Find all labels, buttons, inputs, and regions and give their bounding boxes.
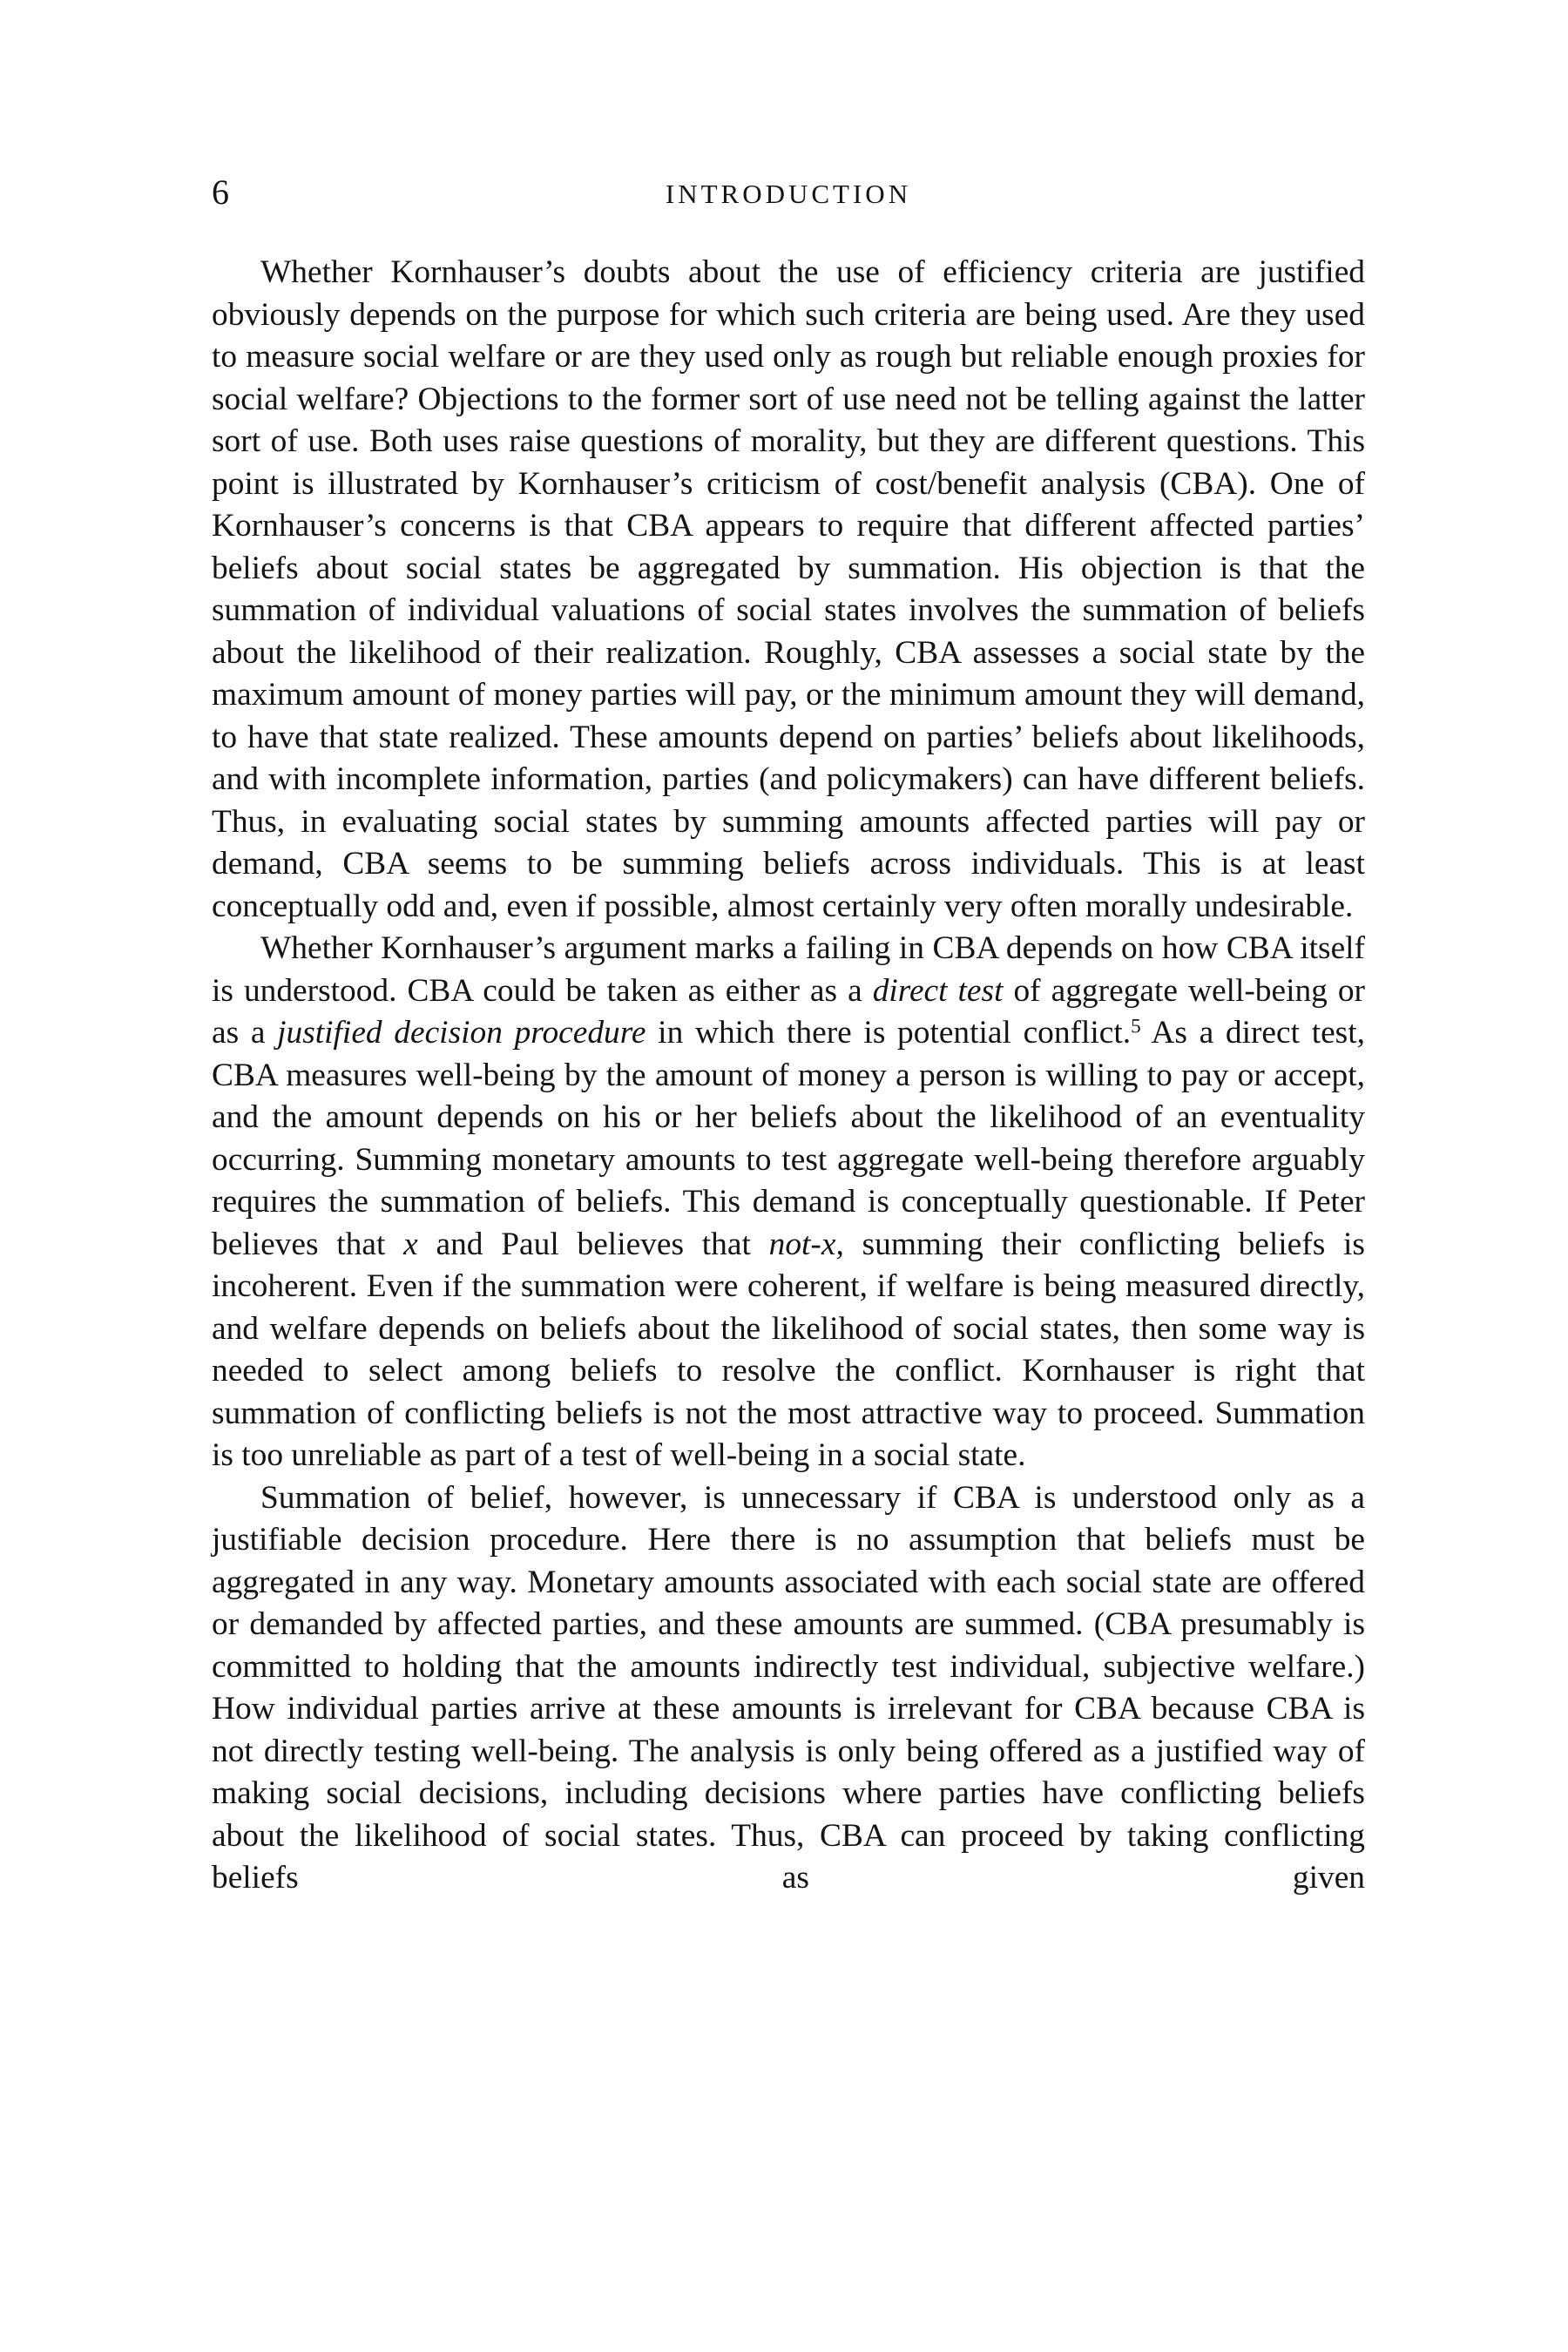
text-run: in which there is potential conflict.: [645, 1015, 1132, 1051]
text-run: As a direct test, CBA measures well-being by the amount of money a person is willing to pay or accept, and the amount depends on his or her beliefs about the likelihood of an eventuality occurring. Summing monetary amounts to test aggregate well-being therefore arguably requires the summation of beliefs. This demand is conceptually questionable. If Peter believes that: [212, 1015, 1365, 1262]
paragraph: [212, 252, 1365, 928]
text-run: Whether Kornhauser’s argument marks a failing in CBA depends on how CBA itself is understood. CBA could be taken as either as a: [212, 930, 1365, 1009]
footnote-reference[interactable]: 5: [1131, 1015, 1141, 1038]
text-run: Summation of belief, however, is unnecessary if CBA is understood only as a justifiable decision procedure. Here there is no assumption that beliefs must be aggregated in any way. Monetary amounts associated with each social state are offered or demanded by affected parties, and these amounts are summed. (CBA presumably is committed to holding that the amounts indirectly test individual, subjective welfare.) How individual parties arrive at these amounts is irrelevant for CBA because CBA is not directly testing well-being. The analysis is only being offered as a justified way of making social decisions, including decisions where parties have conflicting beliefs about the likelihood of social states. Thus, CBA can proceed by taking conflicting beliefs as given: [212, 1479, 1365, 1896]
italic-term-justified-decision-procedure: justified decision procedure: [277, 1015, 646, 1051]
italic-variable-x: x: [403, 1226, 418, 1262]
italic-variable-not-x: not-x,: [768, 1226, 844, 1262]
running-head: [212, 171, 1365, 214]
text-run: of aggregate well-being or as a: [212, 972, 1366, 1051]
page-number: 6: [212, 172, 229, 212]
italic-term-direct-test: direct test: [872, 972, 1004, 1009]
text-run: Whether Kornhauser’s doubts about the use of efficiency criteria are justified obviously depends on the purpose for which such criteria are being used. Are they used to measure social welfare or are they used only as rough but reliable enough proxies for social welfare? Objections to the former sort of use need not be telling against the latter sort of use. Both uses raise questions of morality, but they are different questions. This point is illustrated by Kornhauser’s criticism of cost/benefit analysis (CBA). One of Kornhauser’s concerns is that CBA appears to require that different affected parties’ beliefs about social states be aggregated by summation. His objection is that the summation of individual valuations of social states involves the summation of beliefs about the likelihood of their realization. Roughly, CBA assesses a social state by the maximum amount of money parties will pay, or the minimum amount they will demand, to have that state realized. These amounts depend on parties’ beliefs about likelihoods, and with incomplete information, parties (and policymakers) can have different beliefs. Thus, in evaluating social states by summing amounts affected parties will pay or demand, CBA seems to be summing beliefs across individuals. This is at least conceptually odd and, even if possible, almost certainly very often morally undesirable.: [212, 254, 1365, 924]
paragraph: [212, 928, 1365, 1477]
body-text: [212, 252, 1365, 1900]
paragraph: [212, 1477, 1365, 1900]
section-title: INTRODUCTION: [665, 179, 912, 209]
text-run: and Paul believes that: [417, 1226, 769, 1262]
text-run: summing their conflicting beliefs is incoherent. Even if the summation were coherent, if welfare is being measured directly, and welfare depends on beliefs about the likelihood of social states, then some way is needed to select among beliefs to resolve the conflict. Kornhauser is right that summation of conflicting beliefs is not the most attractive way to proceed. Summation is too unreliable as part of a test of well-being in a social state.: [212, 1226, 1365, 1473]
